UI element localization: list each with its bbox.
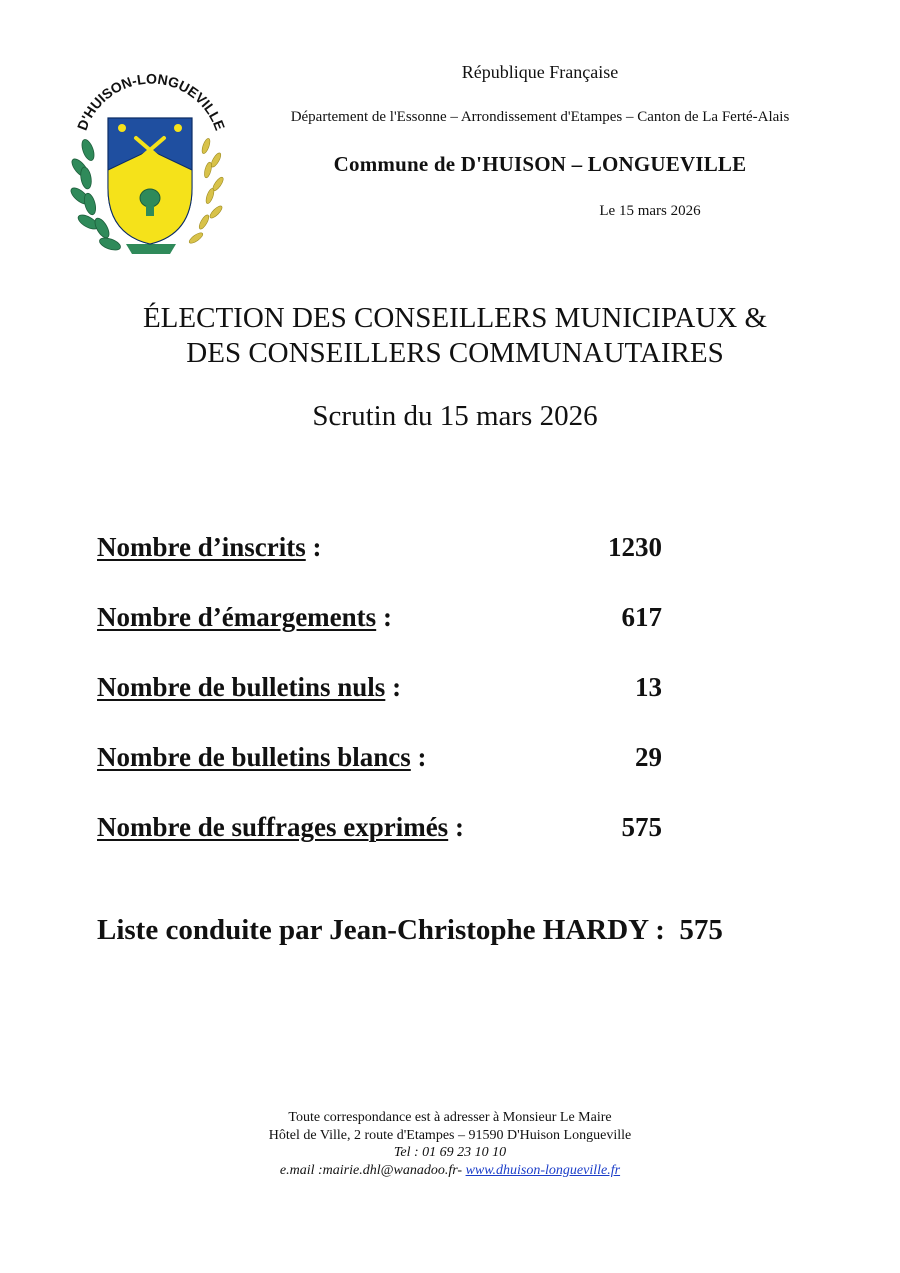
- election-title-line1: ÉLECTION DES CONSEILLERS MUNICIPAUX &: [142, 302, 768, 334]
- liste-value: 575: [679, 914, 723, 946]
- result-label: Nombre de bulletins nuls: [97, 672, 386, 702]
- republique-francaise: République Française: [461, 62, 619, 82]
- result-row-nuls: Nombre de bulletins nuls : 13: [97, 672, 662, 702]
- election-title-line2: DES CONSEILLERS COMMUNAUTAIRES: [186, 337, 724, 369]
- result-value: 13: [635, 672, 662, 702]
- liste-result: [97, 914, 857, 947]
- result-label: Nombre d’inscrits: [97, 532, 306, 562]
- result-row-exprimes: Nombre de suffrages exprimés : 575: [97, 812, 662, 842]
- scrutin-date: Scrutin du 15 mars 2026: [312, 400, 598, 432]
- result-value: 29: [635, 742, 662, 772]
- result-label: Nombre de suffrages exprimés: [97, 812, 449, 842]
- departement-line: Département de l'Essonne – Arrondissement d'Etampes – Canton de La Ferté-Alais: [290, 109, 790, 125]
- liste-label: Liste conduite par Jean-Christophe HARDY :: [97, 914, 665, 946]
- result-value: 617: [621, 602, 662, 632]
- result-value: 1230: [608, 532, 662, 562]
- result-label: Nombre de bulletins blancs: [97, 742, 411, 772]
- document-date: Le 15 mars 2026: [599, 203, 701, 219]
- result-value: 575: [621, 812, 662, 842]
- commune-name: Commune de D'HUISON – LONGUEVILLE: [333, 152, 747, 176]
- result-row-inscrits: Nombre d’inscrits : 1230: [97, 532, 662, 562]
- website-link[interactable]: www.dhuison-longueville.fr: [465, 1163, 621, 1178]
- coat-of-arms-icon: [66, 58, 234, 264]
- footer-tel: Tel : 01 69 23 10 10: [393, 1145, 507, 1160]
- logo-text: D'HUISON-LONGUEVILLE: [73, 70, 229, 133]
- result-label: Nombre d’émargements: [97, 602, 377, 632]
- result-row-emargements: Nombre d’émargements : 617: [97, 602, 662, 632]
- coat-of-arms-logo: [66, 58, 234, 264]
- result-row-blancs: Nombre de bulletins blancs : 29: [97, 742, 662, 772]
- footer-contact: [120, 1163, 780, 1179]
- footer-email: e.mail :mairie.dhl@wanadoo.fr-: [279, 1163, 466, 1178]
- footer-correspondance: Toute correspondance est à adresser à Monsieur Le Maire: [288, 1110, 612, 1125]
- footer-address: Hôtel de Ville, 2 route d'Etampes – 91590 D'Huison Longueville: [268, 1128, 632, 1143]
